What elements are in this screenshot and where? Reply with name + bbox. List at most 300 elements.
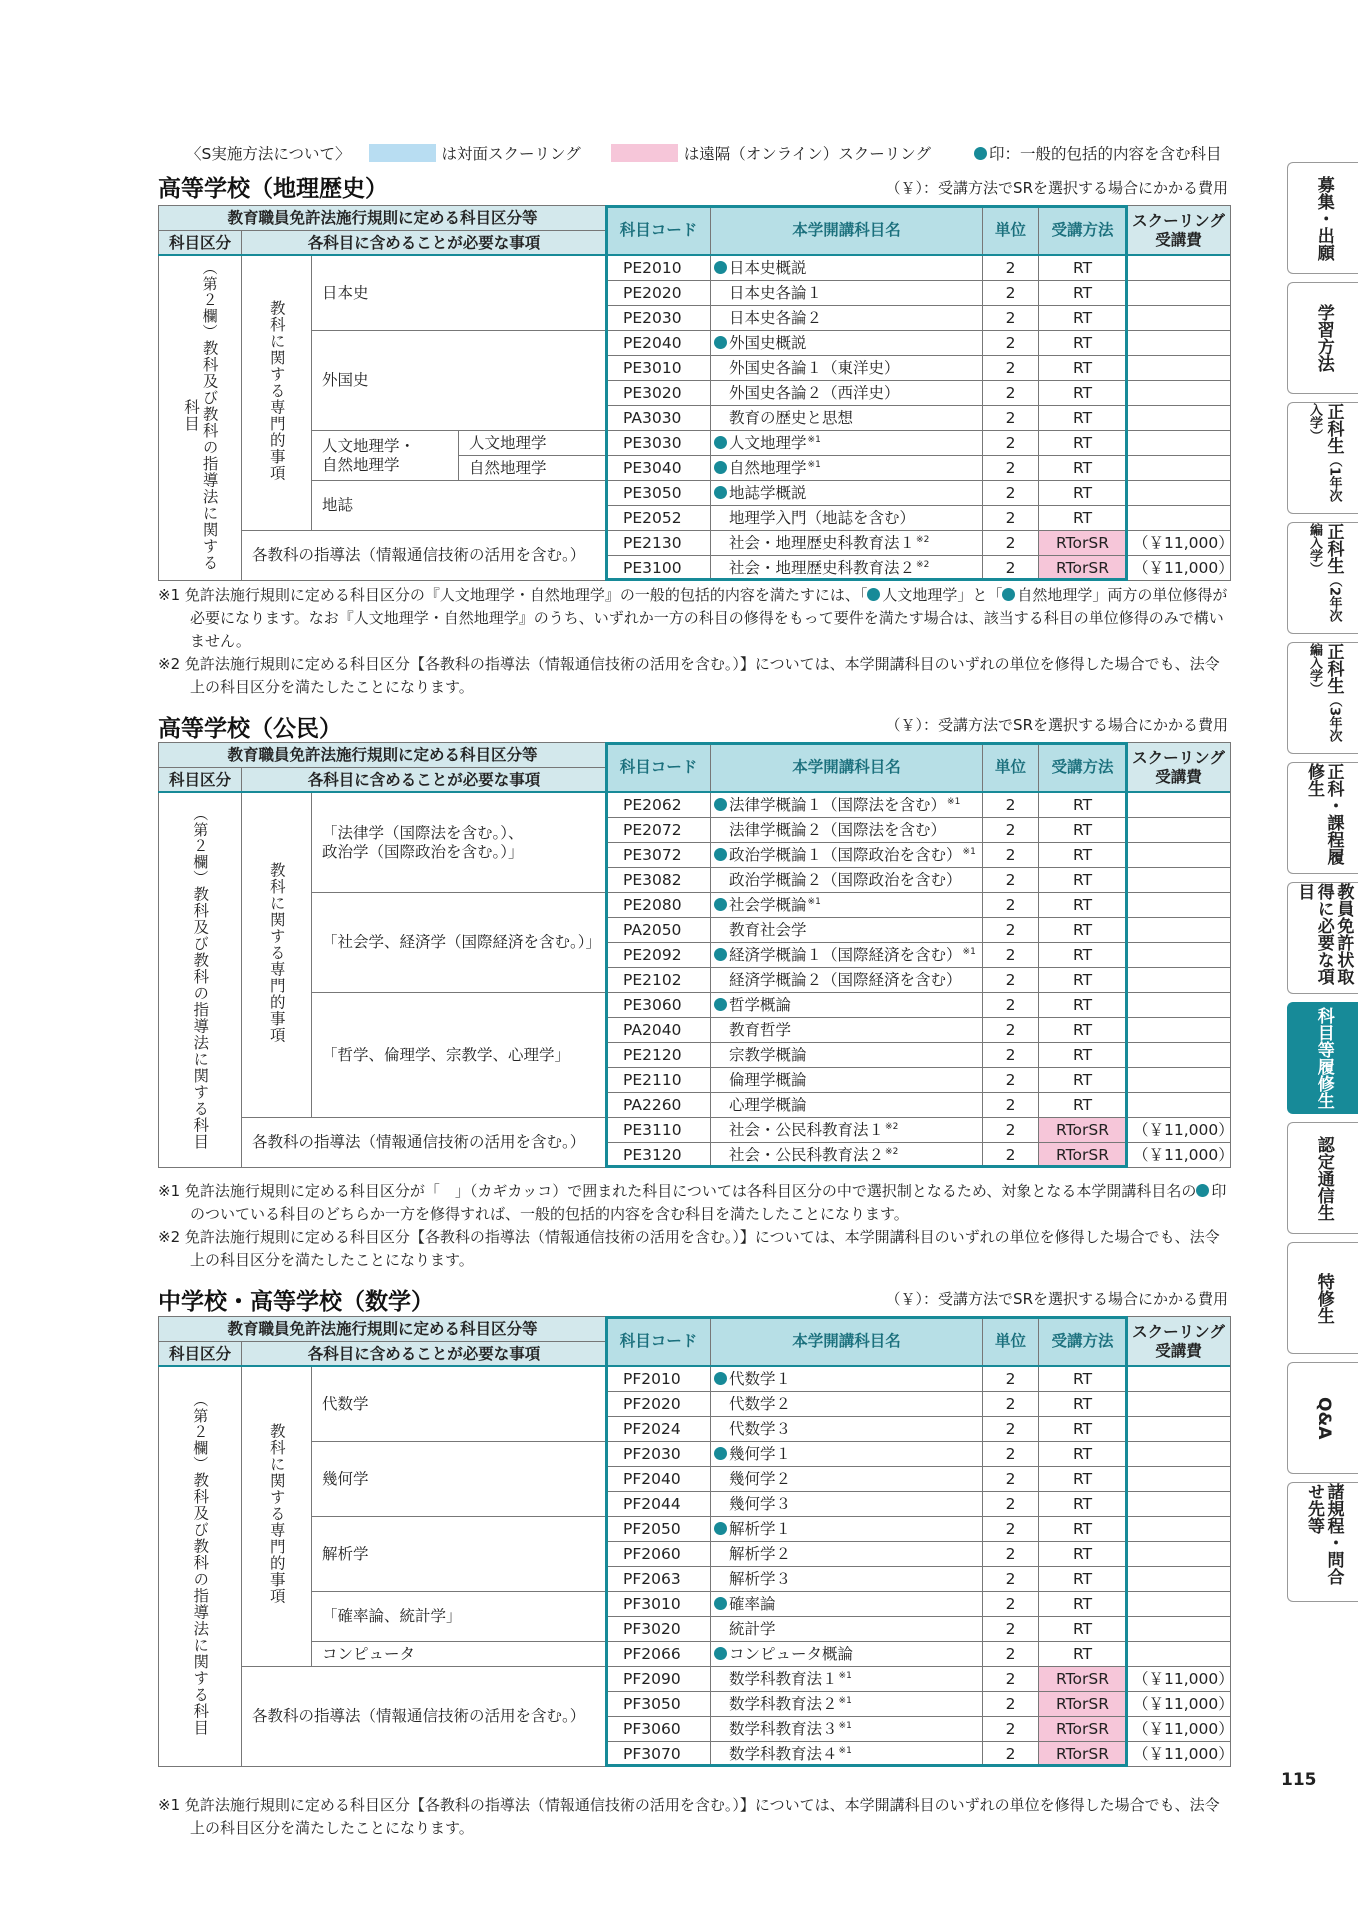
group-label: 外国史 (312, 331, 607, 431)
course-method: RT (1039, 843, 1127, 868)
side-tab-label: 正科生（3年次編入学） (1307, 643, 1344, 743)
course-name: 政治学概論２（国際政治を含む） (711, 868, 983, 893)
course-code: PE2092 (607, 943, 711, 968)
course-method: RTorSR (1039, 531, 1127, 556)
course-name: 社会・公民科教育法２$^{※2}$ (711, 1143, 983, 1168)
course-fee (1127, 1442, 1231, 1467)
course-name: 経済学概論２（国際経済を含む） (711, 968, 983, 993)
dot-icon (714, 461, 727, 474)
side-tab[interactable] (1287, 762, 1358, 874)
side-tab-label: Q&A (1313, 1396, 1334, 1440)
course-name: 日本史各論１ (711, 281, 983, 306)
dot-icon (714, 261, 727, 274)
course-fee (1127, 331, 1231, 356)
course-code: PE2072 (607, 818, 711, 843)
course-unit: 2 (983, 481, 1039, 506)
header-unit: 単位 (983, 743, 1039, 793)
dot-icon (714, 436, 727, 449)
side-tab[interactable] (1287, 1122, 1358, 1234)
course-fee (1127, 406, 1231, 431)
footnote: ※2 免許法施行規則に定める科目区分【各教科の指導法（情報通信技術の活用を含む。）】については、本学開講科目のいずれの単位を修得した場合でも、法令上の科目区分を満たしたことになります。 (158, 655, 1220, 696)
section3-fee-note: （￥）：受講方法でSRを選択する場合にかかる費用 (885, 1290, 1228, 1308)
group-label: 地誌 (312, 481, 607, 531)
course-code: PE2120 (607, 1043, 711, 1068)
course-fee: （￥11,000） (1127, 1667, 1231, 1692)
course-fee (1127, 1517, 1231, 1542)
category-vertical: （第２欄）教科及び教科の指導法に関する科目 (159, 256, 242, 581)
course-method: RT (1039, 1492, 1127, 1517)
header-top: 教育職員免許法施行規則に定める科目区分等 (159, 206, 607, 231)
course-fee (1127, 1068, 1231, 1093)
course-fee (1127, 918, 1231, 943)
course-method: RT (1039, 1467, 1127, 1492)
course-fee: （￥11,000） (1127, 1143, 1231, 1168)
footnote: ※1 免許法施行規則に定める科目区分【各教科の指導法（情報通信技術の活用を含む。）】については、本学開講科目のいずれの単位を修得した場合でも、法令上の科目区分を満たしたことになります。 (158, 1796, 1220, 1837)
course-name: 社会・地理歴史科教育法１$^{※2}$ (711, 531, 983, 556)
course-name: 確率論 (711, 1592, 983, 1617)
subject-vertical: 教科に関する専門的事項 (242, 793, 312, 1118)
course-name: 幾何学２ (711, 1467, 983, 1492)
course-method: RT (1039, 1068, 1127, 1093)
header-name: 本学開講科目名 (711, 206, 983, 256)
course-unit: 2 (983, 256, 1039, 281)
header-code: 科目コード (607, 1317, 711, 1367)
course-code: PE3050 (607, 481, 711, 506)
course-code: PF2063 (607, 1567, 711, 1592)
course-method: RTorSR (1039, 1692, 1127, 1717)
header-divider (158, 1365, 1230, 1367)
side-tab-label: 特修生 (1313, 1272, 1334, 1324)
section3-table (158, 1316, 1234, 1767)
group-label: 人文地理学・ 自然地理学 (312, 431, 459, 481)
course-fee (1127, 993, 1231, 1018)
subject-vertical: 教科に関する専門的事項 (242, 1367, 312, 1667)
course-fee: （￥11,000） (1127, 1692, 1231, 1717)
course-fee (1127, 1642, 1231, 1667)
course-unit: 2 (983, 968, 1039, 993)
dot-icon (714, 486, 727, 499)
footnote: ※2 免許法施行規則に定める科目区分【各教科の指導法（情報通信技術の活用を含む。）】については、本学開講科目のいずれの単位を修得した場合でも、法令上の科目区分を満たしたことになります。 (158, 1228, 1220, 1269)
course-method: RT (1039, 431, 1127, 456)
course-method: RT (1039, 331, 1127, 356)
course-fee (1127, 893, 1231, 918)
course-method: RT (1039, 1642, 1127, 1667)
course-fee (1127, 456, 1231, 481)
course-name: 数学科教育法１$^{※1}$ (711, 1667, 983, 1692)
course-name: 外国史各論１（東洋史） (711, 356, 983, 381)
section2-table (158, 742, 1234, 1168)
header-method: 受講方法 (1039, 743, 1127, 793)
header-fee: スクーリング 受講費 (1127, 743, 1231, 793)
table-row (159, 1592, 1231, 1617)
table-row (159, 331, 1231, 356)
dot-icon (714, 1522, 727, 1535)
course-code: PE3030 (607, 431, 711, 456)
course-name: 心理学概論 (711, 1093, 983, 1118)
course-unit: 2 (983, 918, 1039, 943)
course-name: 経済学概論１（国際経済を含む）$^{※1}$ (711, 943, 983, 968)
header-fee: スクーリング 受講費 (1127, 206, 1231, 256)
course-unit: 2 (983, 331, 1039, 356)
course-code: PF3070 (607, 1742, 711, 1767)
course-unit: 2 (983, 1517, 1039, 1542)
group-label: 解析学 (312, 1517, 607, 1592)
course-unit: 2 (983, 818, 1039, 843)
course-unit: 2 (983, 1018, 1039, 1043)
header-matters: 各科目に含めることが必要な事項 (242, 768, 607, 793)
course-name: 倫理学概論 (711, 1068, 983, 1093)
course-name: 代数学２ (711, 1392, 983, 1417)
course-method: RT (1039, 256, 1127, 281)
course-name: 宗教学概論 (711, 1043, 983, 1068)
course-method: RT (1039, 893, 1127, 918)
course-fee (1127, 306, 1231, 331)
course-unit: 2 (983, 1492, 1039, 1517)
side-tab[interactable] (1287, 282, 1358, 394)
course-code: PF3050 (607, 1692, 711, 1717)
course-method: RTorSR (1039, 1667, 1127, 1692)
method-group-label: 各教科の指導法（情報通信技術の活用を含む。） (242, 531, 607, 581)
method-group-label: 各教科の指導法（情報通信技術の活用を含む。） (242, 1667, 607, 1767)
dot-icon (714, 798, 727, 811)
course-name: 教育社会学 (711, 918, 983, 943)
group-label: 幾何学 (312, 1442, 607, 1517)
course-method: RT (1039, 943, 1127, 968)
dot-icon (1002, 588, 1015, 601)
course-unit: 2 (983, 1742, 1039, 1767)
subject-vertical: 教科に関する専門的事項 (242, 256, 312, 531)
course-unit: 2 (983, 1367, 1039, 1392)
course-unit: 2 (983, 1467, 1039, 1492)
table-row (159, 1118, 1231, 1143)
course-name: 哲学概論 (711, 993, 983, 1018)
table-row (159, 1367, 1231, 1392)
section2-notes (158, 1180, 1233, 1272)
course-fee (1127, 843, 1231, 868)
course-fee (1127, 1617, 1231, 1642)
course-method: RT (1039, 456, 1127, 481)
course-name: 法律学概論１（国際法を含む）$^{※1}$ (711, 793, 983, 818)
course-fee (1127, 1392, 1231, 1417)
course-fee (1127, 1492, 1231, 1517)
course-unit: 2 (983, 868, 1039, 893)
course-code: PF3010 (607, 1592, 711, 1617)
side-tab-label: 学習方法 (1313, 304, 1334, 372)
course-unit: 2 (983, 531, 1039, 556)
course-unit: 2 (983, 1143, 1039, 1168)
course-name: 外国史概説 (711, 331, 983, 356)
course-method: RT (1039, 793, 1127, 818)
category-vertical: （第２欄）教科及び教科の指導法に関する科目 (159, 793, 242, 1168)
footnote: ※1 免許法施行規則に定める科目区分が「 」（カギカッコ）で囲まれた科目については各科目区分の中で選択制となるため、対象となる本学開講科目名の 印のついている科目のどちらか一方を修得すれば、一般的包括的内容を含む科目を満たしたことになります。 (158, 1182, 1227, 1223)
header-fee: スクーリング 受講費 (1127, 1317, 1231, 1367)
course-code: PA2050 (607, 918, 711, 943)
course-method: RT (1039, 968, 1127, 993)
course-name: 幾何学３ (711, 1492, 983, 1517)
course-code: PE2040 (607, 331, 711, 356)
header-category: 科目区分 (159, 231, 242, 256)
course-unit: 2 (983, 1093, 1039, 1118)
course-unit: 2 (983, 506, 1039, 531)
course-fee (1127, 1093, 1231, 1118)
dot-icon (1196, 1184, 1209, 1197)
course-unit: 2 (983, 306, 1039, 331)
header-category: 科目区分 (159, 768, 242, 793)
group-label: 「哲学、倫理学、宗教学、心理学」 (312, 993, 607, 1118)
course-fee (1127, 481, 1231, 506)
subgroup-label: 人文地理学 (459, 431, 607, 456)
side-tab[interactable] (1287, 882, 1358, 994)
table-row (159, 431, 1231, 456)
course-unit: 2 (983, 1118, 1039, 1143)
course-fee: （￥11,000） (1127, 1118, 1231, 1143)
course-code: PE3082 (607, 868, 711, 893)
course-method: RT (1039, 481, 1127, 506)
header-code: 科目コード (607, 743, 711, 793)
course-code: PE2010 (607, 256, 711, 281)
table-row (159, 531, 1231, 556)
course-code: PE3010 (607, 356, 711, 381)
footnote: ※1 免許法施行規則に定める科目区分の『人文地理学・自然地理学』の一般的包括的内容を満たすには、「 人文地理学」と「 自然地理学」両方の単位修得が必要になります。なお『人文地理学・自然地理学』のうち、いずれか一方の科目の修得をもって要件を満たす場合は、該当する科目の単位修得のみで構いません。 (158, 586, 1228, 650)
course-fee: （￥11,000） (1127, 1742, 1231, 1767)
header-divider (158, 791, 1230, 793)
header-method: 受講方法 (1039, 206, 1127, 256)
side-tab[interactable] (1287, 642, 1358, 754)
section1-fee-note: （￥）：受講方法でSRを選択する場合にかかる費用 (885, 179, 1228, 197)
side-tab-label: 認定通信生 (1313, 1135, 1334, 1221)
header-name: 本学開講科目名 (711, 1317, 983, 1367)
course-method: RT (1039, 1392, 1127, 1417)
course-method: RT (1039, 1542, 1127, 1567)
dot-icon (714, 1597, 727, 1610)
course-name: 統計学 (711, 1617, 983, 1642)
header-unit: 単位 (983, 206, 1039, 256)
course-code: PE2062 (607, 793, 711, 818)
course-fee (1127, 1417, 1231, 1442)
course-name: 数学科教育法４$^{※1}$ (711, 1742, 983, 1767)
side-tab[interactable] (1287, 522, 1358, 634)
course-unit: 2 (983, 843, 1039, 868)
course-name: 自然地理学$^{※1}$ (711, 456, 983, 481)
course-code: PF2010 (607, 1367, 711, 1392)
face-to-face-swatch (369, 144, 436, 162)
group-label: 「社会学、経済学（国際経済を含む。）」 (312, 893, 607, 993)
group-label: 代数学 (312, 1367, 607, 1442)
course-name: 幾何学１ (711, 1442, 983, 1467)
course-code: PE2102 (607, 968, 711, 993)
table-row (159, 256, 1231, 281)
side-tab[interactable] (1287, 1482, 1358, 1602)
group-label: 日本史 (312, 256, 607, 331)
course-unit: 2 (983, 556, 1039, 581)
course-unit: 2 (983, 1717, 1039, 1742)
legend-dot-note: 印：一般的包括的内容を含む科目 (974, 142, 1222, 164)
side-tab[interactable] (1287, 402, 1358, 514)
side-tab-label: 諸規程・問合せ先等 (1304, 1483, 1344, 1585)
course-code: PF2050 (607, 1517, 711, 1542)
course-method: RT (1039, 868, 1127, 893)
course-code: PF2040 (607, 1467, 711, 1492)
method-group-label: 各教科の指導法（情報通信技術の活用を含む。） (242, 1118, 607, 1168)
course-unit: 2 (983, 1392, 1039, 1417)
course-unit: 2 (983, 943, 1039, 968)
side-tab[interactable] (1287, 1002, 1358, 1114)
course-method: RT (1039, 1567, 1127, 1592)
table-row (159, 1442, 1231, 1467)
section2-title: 高等学校（公民） (158, 716, 342, 742)
course-method: RT (1039, 1367, 1127, 1392)
dot-icon (714, 948, 727, 961)
course-code: PF2090 (607, 1667, 711, 1692)
course-name: 社会・地理歴史科教育法２$^{※2}$ (711, 556, 983, 581)
course-fee (1127, 1367, 1231, 1392)
course-name: 法律学概論２（国際法を含む） (711, 818, 983, 843)
course-method: RTorSR (1039, 1118, 1127, 1143)
course-code: PA2260 (607, 1093, 711, 1118)
course-code: PE3072 (607, 843, 711, 868)
course-fee (1127, 281, 1231, 306)
dot-icon (714, 336, 727, 349)
side-tab[interactable] (1287, 1362, 1358, 1474)
table-row (159, 481, 1231, 506)
course-method: RT (1039, 281, 1127, 306)
course-name: 社会学概論$^{※1}$ (711, 893, 983, 918)
course-name: 日本史各論２ (711, 306, 983, 331)
course-unit: 2 (983, 1542, 1039, 1567)
course-name: 教育哲学 (711, 1018, 983, 1043)
table-row (159, 993, 1231, 1018)
course-code: PA3030 (607, 406, 711, 431)
course-fee (1127, 1592, 1231, 1617)
header-code: 科目コード (607, 206, 711, 256)
course-method: RT (1039, 818, 1127, 843)
side-tab-label: 科目等履修生 (1313, 1007, 1334, 1109)
side-tab-label: 教員免許状取得に必要な項目 (1294, 883, 1354, 985)
course-fee (1127, 1542, 1231, 1567)
side-tab[interactable] (1287, 162, 1358, 274)
section3-notes (158, 1794, 1233, 1840)
course-fee (1127, 818, 1231, 843)
section1-table (158, 205, 1234, 581)
course-unit: 2 (983, 431, 1039, 456)
course-fee (1127, 381, 1231, 406)
legend (186, 142, 1222, 164)
dot-icon (974, 147, 987, 160)
course-unit: 2 (983, 793, 1039, 818)
course-method: RT (1039, 1417, 1127, 1442)
course-unit: 2 (983, 356, 1039, 381)
subgroup-label: 自然地理学 (459, 456, 607, 481)
course-method: RT (1039, 1043, 1127, 1068)
course-method: RT (1039, 506, 1127, 531)
course-fee (1127, 1567, 1231, 1592)
course-method: RT (1039, 1093, 1127, 1118)
table-row (159, 1642, 1231, 1667)
section3-title: 中学校・高等学校（数学） (158, 1289, 434, 1315)
course-fee (1127, 256, 1231, 281)
legend-remote: は遠隔（オンライン）スクーリング (683, 145, 931, 163)
course-unit: 2 (983, 381, 1039, 406)
course-method: RT (1039, 406, 1127, 431)
course-name: 代数学１ (711, 1367, 983, 1392)
course-unit: 2 (983, 456, 1039, 481)
course-name: 政治学概論１（国際政治を含む）$^{※1}$ (711, 843, 983, 868)
course-fee (1127, 431, 1231, 456)
legend-label: 〈S実施方法について〉 (186, 145, 351, 163)
course-code: PF2044 (607, 1492, 711, 1517)
course-code: PE2110 (607, 1068, 711, 1093)
dot-icon (714, 1647, 727, 1660)
course-method: RT (1039, 918, 1127, 943)
course-fee: （￥11,000） (1127, 531, 1231, 556)
dot-icon (714, 1447, 727, 1460)
course-method: RTorSR (1039, 1143, 1127, 1168)
course-fee (1127, 506, 1231, 531)
course-name: 教育の歴史と思想 (711, 406, 983, 431)
course-unit: 2 (983, 1642, 1039, 1667)
course-code: PA2040 (607, 1018, 711, 1043)
course-code: PF2030 (607, 1442, 711, 1467)
course-method: RTorSR (1039, 1742, 1127, 1767)
course-unit: 2 (983, 1068, 1039, 1093)
course-fee (1127, 356, 1231, 381)
dot-icon (714, 1372, 727, 1385)
header-matters: 各科目に含めることが必要な事項 (242, 1342, 607, 1367)
table-row (159, 893, 1231, 918)
course-fee (1127, 1018, 1231, 1043)
dot-icon (714, 898, 727, 911)
group-label: 「法律学（国際法を含む。）、 政治学（国際政治を含む。）」 (312, 793, 607, 893)
header-method: 受講方法 (1039, 1317, 1127, 1367)
course-name: 外国史各論２（西洋史） (711, 381, 983, 406)
remote-swatch (611, 144, 678, 162)
table-row (159, 793, 1231, 818)
course-code: PF3020 (607, 1617, 711, 1642)
course-method: RT (1039, 993, 1127, 1018)
legend-face-to-face: は対面スクーリング (441, 145, 581, 163)
group-label: コンピュータ (312, 1642, 607, 1667)
course-code: PE2130 (607, 531, 711, 556)
course-method: RT (1039, 306, 1127, 331)
side-tabs (1287, 162, 1358, 1610)
group-label: 「確率論、統計学」 (312, 1592, 607, 1642)
course-unit: 2 (983, 406, 1039, 431)
course-unit: 2 (983, 1417, 1039, 1442)
dot-icon (714, 998, 727, 1011)
course-unit: 2 (983, 893, 1039, 918)
course-unit: 2 (983, 1592, 1039, 1617)
course-code: PE3040 (607, 456, 711, 481)
course-name: 代数学３ (711, 1417, 983, 1442)
course-method: RTorSR (1039, 556, 1127, 581)
course-name: 地誌学概説 (711, 481, 983, 506)
table-row (159, 1517, 1231, 1542)
course-fee (1127, 793, 1231, 818)
course-code: PE3120 (607, 1143, 711, 1168)
course-code: PF2024 (607, 1417, 711, 1442)
course-code: PE2052 (607, 506, 711, 531)
course-method: RTorSR (1039, 1717, 1127, 1742)
course-fee: （￥11,000） (1127, 556, 1231, 581)
header-name: 本学開講科目名 (711, 743, 983, 793)
side-tab[interactable] (1287, 1242, 1358, 1354)
header-unit: 単位 (983, 1317, 1039, 1367)
course-fee: （￥11,000） (1127, 1717, 1231, 1742)
course-name: 数学科教育法２$^{※1}$ (711, 1692, 983, 1717)
course-name: 日本史概説 (711, 256, 983, 281)
course-unit: 2 (983, 1442, 1039, 1467)
course-method: RT (1039, 356, 1127, 381)
